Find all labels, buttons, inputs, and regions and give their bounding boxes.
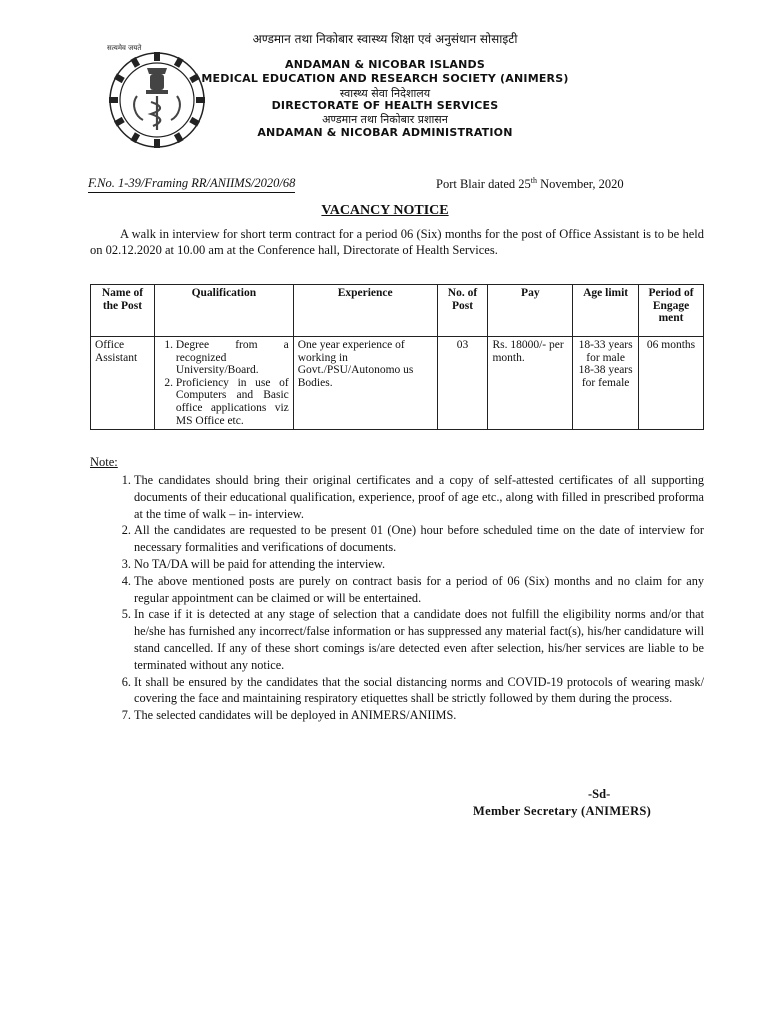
age-limit-female: 18-38 years for female	[578, 364, 633, 389]
dated-prefix: Port Blair dated 25	[436, 177, 531, 192]
note-item: 5. In case if it is detected at any stage of selection that a candidate does not fulfill the eligibility norms and/or that he/she has furnished any incorrect/false information or has suppressed any material fact(s), his/her candidature will stand cancelled. If any of these short comings is/are detected even after selection, his/her services are liable to be terminated without any notice.	[134, 606, 704, 673]
cell-post-name: Office Assistant	[91, 337, 155, 430]
note-item: 7. The selected candidates will be deployed in ANIMERS/ANIIMS.	[134, 707, 704, 724]
header-no-of-post: No. of Post	[437, 285, 488, 337]
cell-period: 06 months	[639, 337, 704, 430]
qualification-item: 2. Proficiency in use of Computers and Basic office applications viz MS Office etc.	[176, 377, 289, 427]
header-society: MEDICAL EDUCATION AND RESEARCH SOCIETY (ANIMERS)	[201, 72, 569, 85]
header-hindi-directorate: स्वास्थ्य सेवा निदेशालय	[339, 87, 431, 100]
header-experience: Experience	[293, 285, 437, 337]
intro-paragraph: A walk in interview for short term contract for a period 06 (Six) months for the post of Office Assistant is to be held on 02.12.2020 at 10.00 am at the Conference hall, Directorate of Health Services.	[90, 227, 704, 257]
note-item: 2. All the candidates are requested to be present 01 (One) hour before scheduled time on the date of interview for necessary formalities and verifications of documents.	[134, 522, 704, 556]
header-directorate: DIRECTORATE OF HEALTH SERVICES	[271, 99, 499, 112]
header-name-of-post: Name of the Post	[91, 285, 155, 337]
signatory-designation: Member Secretary (ANIMERS)	[473, 804, 652, 818]
age-limit-male: 18-33 years for male	[578, 339, 633, 364]
reference-row	[88, 176, 704, 192]
emblem-motto: सत्यमेव जयते	[107, 44, 142, 52]
file-number: F.No. 1-39/Framing RR/ANIIMS/2020/68	[88, 176, 295, 193]
header-islands: ANDAMAN & NICOBAR ISLANDS	[285, 58, 485, 71]
table-row	[91, 337, 704, 430]
note-label: Note:	[90, 455, 118, 469]
hindi-society-name: अण्डमान तथा निकोबार स्वास्थ्य शिक्षा एवं अनुसंधान सोसाइटी	[252, 32, 518, 46]
cell-experience: One year experience of working in Govt./PSU/Autonomo us Bodies.	[293, 337, 437, 430]
cell-qualification	[154, 337, 293, 430]
header-period: Period of Engage ment	[639, 285, 704, 337]
dated-month-year: November, 2020	[537, 177, 624, 192]
header-administration: ANDAMAN & NICOBAR ADMINISTRATION	[257, 126, 513, 139]
vacancy-table	[90, 284, 704, 430]
cell-age-limit	[573, 337, 639, 430]
header-age-limit: Age limit	[573, 285, 639, 337]
header-hindi-administration: अण्डमान तथा निकोबार प्रशासन	[322, 113, 448, 126]
note-item: 3. No TA/DA will be paid for attending the interview.	[134, 556, 704, 573]
header-qualification: Qualification	[154, 285, 293, 337]
dated-suffix-sup: th	[530, 176, 538, 185]
signature-sd: -Sd-	[588, 787, 611, 801]
note-item: 1. The candidates should bring their original certificates and a copy of self-attested certificates of all supporting documents of their educational qualification, experience, proof of age etc., along with filled in prescribed proforma at the time of walk – in- interview.	[134, 472, 704, 522]
qualification-item: 1. Degree from a recognized University/Board.	[176, 339, 289, 377]
dated-line	[436, 176, 624, 192]
note-item: 6. It shall be ensured by the candidates that the social distancing norms and COVID-19 protocols of wearing mask/ covering the face and maintaining respiratory etiquettes shall be strictly followed by them during the process.	[134, 674, 704, 708]
cell-no-of-post: 03	[437, 337, 488, 430]
cell-pay: Rs. 18000/- per month.	[488, 337, 573, 430]
header-pay: Pay	[488, 285, 573, 337]
notes-list	[90, 472, 704, 724]
qualification-list	[159, 339, 289, 427]
table-header-row	[91, 285, 704, 337]
note-item: 4. The above mentioned posts are purely on contract basis for a period of 06 (Six) months and no claim for any regular appointment can be claimed or will be entertained.	[134, 573, 704, 607]
notice-title: VACANCY NOTICE	[321, 203, 449, 218]
